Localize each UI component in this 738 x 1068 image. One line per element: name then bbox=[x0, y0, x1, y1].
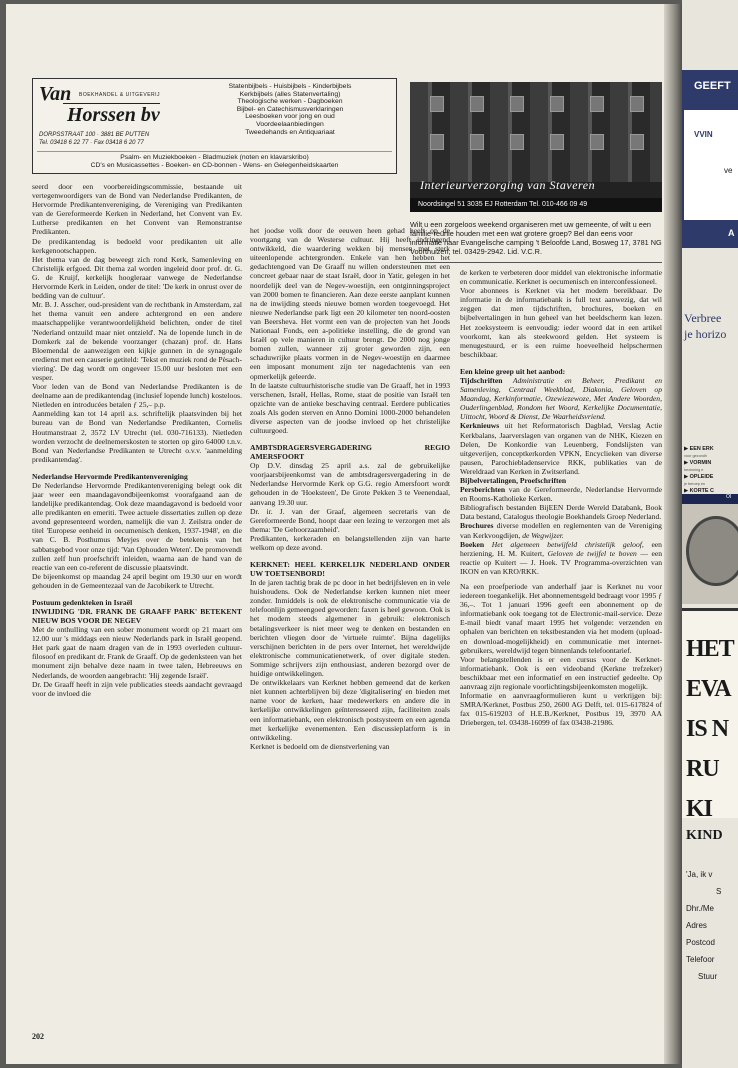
paragraph: De predikantendag is bedoeld voor predikanten uit alle kerkgenootschappen. bbox=[32, 236, 242, 255]
product-item: Tweedehands en Antiquariaat bbox=[245, 128, 335, 136]
paragraph: In de laatste cultuurhistorische studie van De Graaff, het in 1993 verschenen, Israël, Hellas, Rome, staat de positie van Israël ten opzichte van de antieke beschaving centraal. Eerdere publicaties zoals Als goden sterven en Anno Domini 1000-2000 behandelen diverse aspecten van de joodse invloed op het christelijke cultuurgoed. bbox=[250, 380, 450, 436]
list-item: ▶ OPLEIDE je beroep en bbox=[684, 474, 714, 486]
paragraph bbox=[460, 421, 662, 476]
paragraph: Kerknet is bedoeld om de dienstverlening van bbox=[250, 741, 390, 751]
heading-line: Verbree bbox=[684, 311, 722, 325]
next-page-logo-block bbox=[682, 110, 738, 220]
list-item: ▶ KORTE C bbox=[684, 488, 738, 502]
paragraph: Met de onthulling van een sober monument wordt op 21 maart om 12.00 uur 's middags een nieuw Nederlands park in Israël geopend. Het park gaat de naam dragen van de in 1993 overleden cultuur-filosoof en predikant dr. Frank de Graaff. Op de gedenksteen van het monument zijn behalve deze naam in twee talen, Hebreeuws en Nederlands, de woorden aangebracht: 'Hij zegende Israël'. bbox=[32, 625, 242, 680]
form-line: S bbox=[716, 887, 722, 896]
article-headline: INWIJDING 'DR. FRANK DE GRAAFF PARK' BETEKENT NIEUW BOS VOOR DE NEGEV bbox=[32, 607, 242, 626]
building-photo bbox=[410, 82, 662, 182]
paragraph: Na een proefperiode van anderhalf jaar is Kerknet nu voor iedereen toegankelijk. Het abonnementsgeld bedraagt voor 1995 ƒ 36,–. Tot 1 januari 1996 geeft een abonnement op de informatiebank ook toegang tot de Electronic-mail-service. Deze E-mail biedt vanaf maart 1995 het volgende: verzenden en ophalen van berichten en tekstbestanden via het modem (upload- en download-mogelijkheid) en communicatie met internet-gebruikers, wereldwijd tegen binnenlands telefoontarief. bbox=[460, 582, 662, 655]
kind-heading: KIND bbox=[686, 828, 723, 843]
paragraph bbox=[460, 376, 662, 421]
ad-van-horssen bbox=[32, 78, 397, 174]
term: Kerknieuws bbox=[460, 421, 500, 431]
coupon-form bbox=[686, 866, 721, 985]
term-detail: — een reactie op Kuitert — J. Hoek. TV Programma-overzichten van IKON en van KRO/RKK. bbox=[460, 548, 662, 576]
headline-line: EVA bbox=[686, 676, 731, 702]
article-headline: KERKNET: HEEL KERKELIJK NEDERLAND ONDER UW TOETSENBORD! bbox=[250, 560, 450, 579]
footer-line: CD's en Musicassettes - Boeken- en CD-bonnen - Wens- en Gelegenheidskaarten bbox=[90, 162, 339, 169]
ad-staveren-photo bbox=[410, 82, 662, 212]
section-heading: Postuum gedenkteken in Israël bbox=[32, 598, 133, 608]
section-heading: Een kleine greep uit het aanbod: bbox=[460, 366, 566, 376]
term-detail: Het algemeen betwijfeld christelijk geloof, bbox=[491, 539, 644, 549]
term: Bijbelvertalingen, Proefschriften bbox=[460, 475, 567, 485]
blue-band: A bbox=[682, 220, 738, 248]
window-shape bbox=[430, 96, 444, 112]
form-field-label: Dhr./Me bbox=[686, 904, 715, 913]
paragraph: de kerken te verbeteren door middel van elektronische informatie en communicatie. Kerknet is oecumenisch en interconfessioneel. bbox=[460, 268, 662, 287]
paragraph: Informatie en aanvraagformulieren kunt u verkrijgen bij: SMRA/Kerknet, Postbus 250, 2600 AG Delft, tel. 015-617824 of fax 015-619203 of H.E.B./Kerknet, Postbus 19, 3970 AA Driebergen, tel. 03438-16099 of fax 03438-21986. bbox=[460, 691, 662, 728]
column-1 bbox=[32, 182, 242, 698]
list-item-label: KORTE C bbox=[689, 488, 714, 494]
heading-line: je horizo bbox=[684, 327, 727, 341]
term-detail: een herziening, H. M. Kuitert, bbox=[460, 539, 662, 558]
paragraph: Het thema van de dag beweegt zich rond Kerk, Samenleving en Christelijk erfgoed. Dit thema zal worden ingeleid door prof. dr. G. G. de Kruijf, kerkelijk hoogleraar vanwege de Nederlandse Hervormde Kerk in Leiden, onder de titel: 'De kerk in onrust over de bedding van de cultuur'. bbox=[32, 254, 242, 301]
paragraph: De ontwikkelaars van Kerknet hebben gemeend dat de kerken niet kunnen achterblijven bij deze 'digitalisering' en bieden met name voor de kerken, haar medewerkers en andere die in kerkelijke ontwikkelingen geïnteresseerd zijn, faciliteiten zoals een informatiebank, een elektronisch postsysteem en een agenda met kerkelijke evenementen. Een discussieplatform is in ontwikkeling. bbox=[250, 678, 450, 742]
list-item: ▶ VORMIN bezinning e bbox=[684, 460, 712, 472]
paragraph: Predikanten, kerkeraden en belangstellenden zijn van harte welkom op deze avond. bbox=[250, 533, 450, 552]
ad-camping: Wilt u een zorgeloos weekend organiseren met uw gemeente, of wilt u een familie-reünie houden met een wat grotere groep? Bel dan eens voor informatie naar Evangelische camping 't Beloofde Land, Bosweg 17, 3781 NG Voorthuizen, tel. 03429-2942. Lid. V.C.R. bbox=[410, 220, 662, 263]
term-detail: Geloven de twijfel te boven bbox=[547, 548, 637, 558]
het-headline bbox=[682, 608, 738, 822]
next-page-photo bbox=[682, 504, 738, 604]
paragraph: Op D.V. dinsdag 25 april a.s. zal de gebruikelijke voorjaarsbijeenkomst van de ambtsdragersvergadering in de Nederlandse Hervormde Kerk op G.G. regio Amersfoort wordt gehouden in de 'Hoeksteen', De Grote Pekken 3 te Veenendaal, aanvang 19.30 uur. bbox=[250, 461, 450, 507]
window-shape bbox=[630, 96, 644, 112]
list-item-sub: je beroep en bbox=[684, 482, 706, 486]
window-shape bbox=[550, 96, 564, 112]
paragraph: Dr. ir. J. van der Graaf, algemeen secretaris van de Gereformeerde Bond, hoopt daar een lezing te verzorgen met als thema: 'De Gehoorzaamheid'. bbox=[250, 506, 450, 534]
column-3 bbox=[460, 268, 662, 728]
term-detail: van de Gereformeerde, Nederlandse Hervormde en Rooms-Katholieke Kerken. bbox=[460, 485, 662, 504]
geeft-header: GEEFT bbox=[682, 70, 738, 110]
window-shape bbox=[630, 134, 644, 150]
paragraph: In de jaren tachtig brak de pc door in het bedrijfsleven en in vele huishoudens. Ook de Nederlandse kerken kunnen niet meer zonder. Inmiddels is ook de elektronische communicatie via de telefoonlijn gemeengoed geworden: faxen is heel gewoon. Ook is het modem steeds algemener in gebruik: elektronisch betalingsverkeer is niet meer weg te denken en bestanden en berichten vliegen door de 'virtuele ruimte'. Bijna dagelijks verschijnen berichten in de pers over Internet, het wereldwijde elektronische communicatienetwerk, of over digitale steden. Sommige schrijvers zijn enthousiast, anderen bezorgd over de huidige ontwikkelingen. bbox=[250, 578, 450, 679]
term-detail: de Wegwijzer. bbox=[522, 530, 564, 540]
page-number: 202 bbox=[32, 1032, 44, 1041]
paragraph: Voor belangstellenden is er een cursus voor de Kerknet-informatiebank. Ook is een videoband (Kerkne trefzeker) beschikbaar met een informatief en een instructief gedeelte. Op aanvraag zijn regionale voorlichtingsbijeenkomsten mogelijk. bbox=[460, 654, 662, 692]
paragraph: Aanmelding kan tot 14 april a.s. schriftelijk plaatsvinden bij het bureau van de Bond van Nederlandse Predikanten, Cornelis Houtmanstraat 2, 3572 LV Utrecht (tel. 030-716133). Nietleden worden verzocht de deelnemerskosten te storten op giro 64000 t.n.v. Bond van Nederlandse Predikanten te Utrecht o.v.v. 'aanmelding predikantendag'. bbox=[32, 409, 242, 464]
window-shape bbox=[430, 134, 444, 150]
vvin-logo-icon: VVIN bbox=[694, 130, 713, 139]
ad-footer bbox=[37, 151, 392, 170]
van-horssen-logo bbox=[39, 83, 189, 126]
ad-product-list bbox=[195, 83, 385, 136]
paragraph: Voor leden van de Bond van Nederlandse Predikanten is de deelname aan de predikantendag (inclusief lopende lunch) kosteloos. Nietleden en introducées betalen ƒ 25,– p.p. bbox=[32, 382, 242, 410]
paragraph bbox=[460, 540, 662, 576]
address-line: DORPSSTRAAT 100 · 3881 BE PUTTEN bbox=[39, 132, 150, 138]
paragraph bbox=[460, 521, 662, 539]
list-item-sub: bezinning e bbox=[684, 468, 704, 472]
logo-subtitle: BOEKHANDEL & UITGEVERIJ bbox=[79, 92, 161, 98]
product-item: Bijbel- en Catechismusverklaringen bbox=[236, 105, 344, 113]
logo-horssen: Horssen bv bbox=[63, 103, 160, 127]
window-shape bbox=[470, 96, 484, 112]
paragraph: Bibliografisch bestanden BijEEN Derde Wereld Databank, Book Data bestand, Catalogus theologie Boekhandels Groep Nederland. bbox=[460, 503, 662, 522]
headline-line: IS N bbox=[686, 716, 729, 742]
paragraph: De Nederlandse Hervormde Predikantenvereniging belegt ook dit jaar weer een maandagavondbijeenkomst voorafgaand aan de landelijke predikantendag. Ook deze maandagavond is bedoeld voor alle predikanten en emeriti. Twee actuele dissertaties zullen op deze avond gepresenteerd worden, namelijk die van J. Zeilstra onder de titel 'Europese eenheid in oecumenisch denken, 1937-1948', en die van C. B. Posthumus Meyjes over de betekenis van het sabbatsgebod voor onze tijd: 'Van Ophouden Weten'. De promovendi zullen zelf hun proefschrift inleiden, waarna aan de hand van de reactie van een co-referent de discussie plaatsvindt. bbox=[32, 480, 242, 572]
form-field-label: Telefoor bbox=[686, 955, 715, 964]
term: Tijdschriften bbox=[460, 375, 503, 385]
form-field-label: Adres bbox=[686, 921, 707, 930]
paragraph: Dr. De Graaff heeft in zijn vele publicaties steeds aandacht gevraagd voor de invloed die bbox=[32, 679, 242, 698]
list-item: ▶ EEN ERK voor gezondh bbox=[684, 446, 714, 458]
paragraph: het joodse volk door de eeuwen heen gehad heeft op de voortgang van de Westerse cultuur. Hij heeft indringend ontwikkeld, die waardering wekken bij mensen met sterk uiteenlopende achtergronden. Enkele van hen hebben het gedachtengoed van De Graaff nu willen ondersteunen met een concreet gebaar naar de staat Israël, door in Yatir, gelegen in het noordelijk deel van de Negev-woestijn, een ontginningsproject van 2000 bomen te financieren. Aan deze eerste aanplant kunnen na de inwijding steeds nieuwe bomen worden toegevoegd. Het nieuwe Nederlandse park ligt een 20 kilometer ten noord-oosten van Beersheva. Het vormt een van de projecten van het Joods Nationaal Fonds, een a-politieke instelling, die de grond van Israël op vele manieren in cultuur brengt. De 2000 nog jonge bomen zullen, wanneer zij groter geworden zijn, een schaduwrijke plaats vormen in de Negev-woestijn en daarmee een imposant monument zijn ter nagedachtenis van een opmerkelijk geleerde. bbox=[250, 226, 450, 381]
term-detail: Administratie en Beheer, Predikant en Samenleving, Centraal Weekblad, Diakonia, Geloven op Maandag, Kerkinformatie, Ozewiezewoze, Met Andere Woorden, Ouderlingenblad, Rondom het Woord, Kerkelijke Documentatie, Uittocht, Woord & Dienst, De Waarheidsvriend. bbox=[460, 375, 662, 422]
product-item: Kerkbijbels (alles Statenvertaling) bbox=[239, 90, 341, 98]
binding-gutter bbox=[664, 4, 682, 1064]
column-2 bbox=[250, 226, 450, 751]
term: Brochures bbox=[460, 521, 494, 531]
term-detail: diverse modellen en reglementen van de Vereniging van Kerkvoogdijen, bbox=[460, 521, 662, 540]
headline-line: KI bbox=[686, 796, 713, 822]
form-field-label: Stuur bbox=[698, 972, 718, 981]
paragraph bbox=[460, 485, 662, 503]
headline-line: HET bbox=[686, 636, 734, 662]
verbreed-heading bbox=[684, 310, 726, 342]
product-item: Theologische werken - Dagboeken bbox=[237, 98, 343, 106]
paragraph: Voor abonnees is Kerknet via het modem bereikbaar. De informatie in de informatiebank is full text aanwezig, dat wil zeggen dat men tijdschriften, brochures, boeken en bijbelvertalingen in hun geheel van het beeldscherm kan lezen. Het zoeksysteem is eenvoudig: ieder woord dat in een artikel voorkomt, kan als steekwoord gelden. Het systeem is menugestuurd, er is een ruime hoeveelheid helpschermen beschikbaar. bbox=[460, 286, 662, 359]
product-item: Statenbijbels - Huisbijbels - Kinderbijbels bbox=[228, 83, 352, 90]
window-shape bbox=[510, 134, 524, 150]
dark-band: OI bbox=[682, 494, 738, 504]
term: Boeken bbox=[460, 539, 485, 549]
footer-line: Psalm- en Muziekboeken - Bladmuziek (noten en klavarskribo) bbox=[120, 154, 309, 161]
window-shape bbox=[590, 96, 604, 112]
paragraph: seerd door een voorbereidingscommissie, bestaande uit vertegenwoordigers van de Bond van Nederlandse Predikanten, de Hervormde Predikantenvereniging, de Vereniging van Predikanten van de Gereformeerde Kerken in Nederland, het Convent van Ev. Lutherse predikanten en het Convent van Remonstrantse Predikanten. bbox=[32, 182, 242, 237]
ad-address bbox=[39, 131, 149, 147]
term: Persberichten bbox=[460, 485, 506, 495]
list-item-label: OPLEIDE bbox=[689, 474, 714, 480]
product-item: Leesboeken voor jong en oud bbox=[245, 113, 335, 121]
window-shape bbox=[550, 134, 564, 150]
phone-line: Tel. 03418 6 22 77 · Fax 03418 6 20 77 bbox=[39, 140, 144, 146]
next-page-strip bbox=[682, 0, 738, 1068]
list-item-label: VORMIN bbox=[689, 460, 712, 466]
logo-caption: ve bbox=[724, 166, 733, 175]
staveren-address: Noordsingel 51 3035 EJ Rotterdam Tel. 010-466 09 49 bbox=[410, 198, 662, 212]
form-field-label: Postcod bbox=[686, 938, 715, 947]
term-detail: uit het Reformatorisch Dagblad, Verslag Actie Kerkbalans, Jaarverslagen van organen van de NHK, Kiezen en Delen, De Konkordie van Leuenberg, Fondslijsten van uitgeverijen, conceptkerkorden VPKN, Encyclieken van diverse pausen, Parochiebladenservice RKK, publikaties van de Wereldraad van Kerken in Zwitserland. bbox=[460, 421, 662, 476]
product-item: Voordeelaanbiedingen bbox=[256, 120, 324, 128]
paragraph: De bijeenkomst op maandag 24 april begint om 19.30 uur en wordt gehouden in de Gemeentezaal van de Jacobikerk te Utrecht. bbox=[32, 571, 242, 590]
article-headline: AMBTSDRAGERSVERGADERING REGIO AMERSFOORT bbox=[250, 443, 450, 462]
list-item-sub: voor gezondh bbox=[684, 454, 708, 458]
list-item-label: EEN ERK bbox=[689, 446, 714, 452]
window-shape bbox=[510, 96, 524, 112]
paragraph: Mr. B. J. Asscher, oud-president van de rechtbank in Amsterdam, zal het thema vanuit een andere achtergrond en een andere maatschappelijke verantwoordelijkheid belichten, onder de titel 'Nederland ontzuild maar niet ontziеld'. Na de lopende lunch in de Domkerk zal de bekende voorzanger (chazan) prof. dr. Hans Bloemendal de aanwezigen een kijkje gunnen in de synagogale erediеnst met een causerie getiteld: 'Tekst en muziek rond de Pèsach-viering'. De dag wordt om ongeveer 15.00 uur besloten met een vesper. bbox=[32, 300, 243, 382]
logo-van: Van bbox=[39, 83, 72, 105]
window-shape bbox=[590, 134, 604, 150]
photo-circle bbox=[686, 516, 738, 586]
headline-line: RU bbox=[686, 756, 719, 782]
window-shape bbox=[470, 134, 484, 150]
section-heading: Nederlandse Hervormde Predikantenvereniging bbox=[32, 471, 188, 481]
staveren-script-title: Interieurverzorging van Staveren bbox=[420, 178, 596, 192]
form-line: 'Ja, ik v bbox=[686, 870, 713, 879]
